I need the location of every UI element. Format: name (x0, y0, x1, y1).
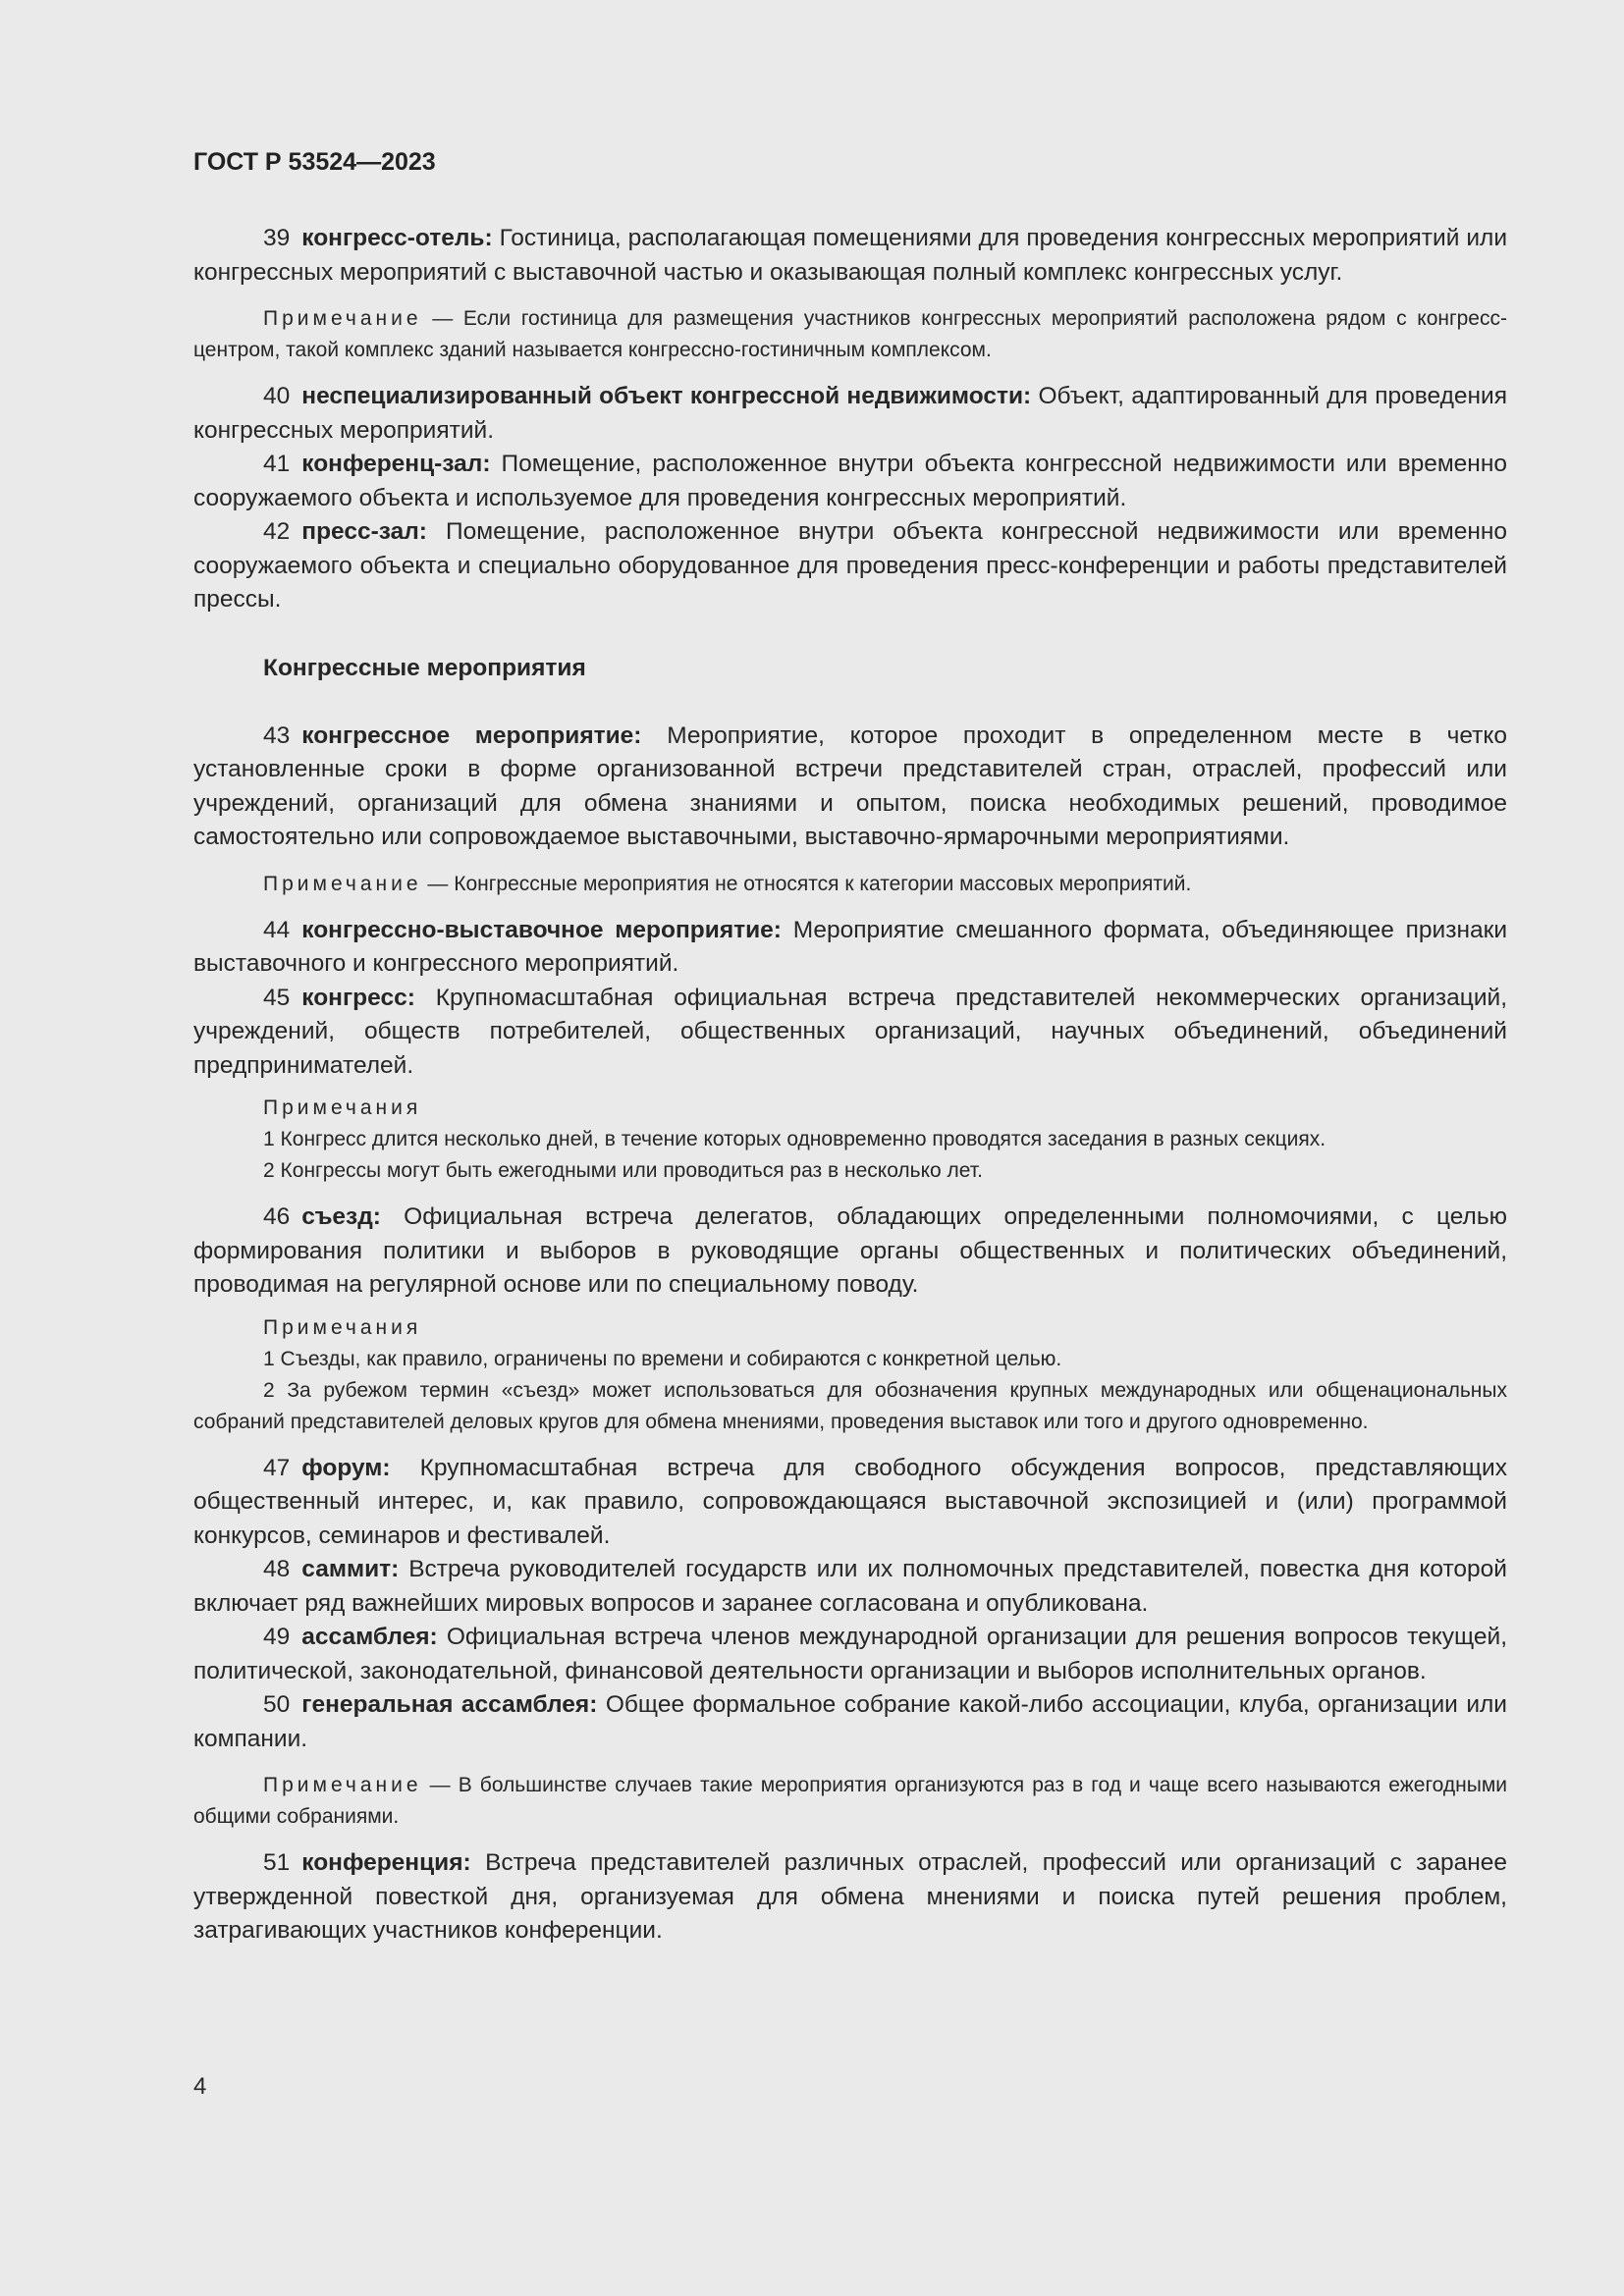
note-text: Съезды, как правило, ограничены по времени и собираются с конкретной целью. (280, 1347, 1062, 1370)
notes-label: Примечания (263, 1315, 422, 1339)
note-item (193, 1155, 1507, 1187)
term-definition: Помещение, расположенное внутри объекта конгрессной недвижимости или временно сооружаемого объекта и специально оборудованное для проведения пресс-конференции и работы представителей прессы. (193, 518, 1507, 613)
entry-number: 51 (263, 1849, 291, 1876)
note-text: — Конгрессные мероприятия не относятся к категории массовых мероприятий. (427, 872, 1192, 895)
term-definition: Мероприятие, которое проходит в определенном месте в четко установленные сроки в форме организованной встречи представителей стран, отраслей, профессий или учреждений, организаций для обмена знаниями и опытом, поиска необходимых решений, проводимое самостоятельно или сопровождаемое выставочными, выставочно-ярмарочными мероприятиями. (193, 721, 1507, 850)
term-definition: Крупномасштабная встреча для свободного обсуждения вопросов, представляющих общественный интерес, и, как правило, сопровождающаяся выставочной экспозицией и (или) программой конкурсов, семинаров и фестивалей. (193, 1454, 1507, 1549)
term-name: конференция: (301, 1849, 471, 1876)
term-definition: Официальная встреча членов международной организации для решения вопросов текущей, политической, законодательной, финансовой деятельности организации и выборов исполнительных органов. (193, 1624, 1507, 1684)
term-name: конгрессно-выставочное мероприятие: (301, 916, 782, 943)
note (193, 869, 1507, 900)
term-entry (193, 1201, 1507, 1303)
term-definition: Встреча руководителей государств или их полномочных представителей, повестка дня которой включает ряд важнейших мировых вопросов и заранее согласована и опубликована. (193, 1556, 1507, 1617)
entry-number: 49 (263, 1624, 291, 1650)
entry-number: 48 (263, 1556, 291, 1582)
note-text: — Если гостиница для размещения участников конгрессных мероприятий расположена рядом с конгресс-центром, такой комплекс зданий называется конгрессно-гостиничным комплексом. (193, 307, 1507, 361)
term-name: съезд: (301, 1203, 381, 1230)
entry-number: 39 (263, 225, 291, 251)
notes-heading (193, 1312, 1507, 1344)
note-item (193, 1124, 1507, 1155)
term-entry (193, 1688, 1507, 1756)
term-name: конгресс: (301, 984, 415, 1011)
document-header: ГОСТ Р 53524—2023 (193, 148, 436, 176)
note-text: Конгрессы могут быть ежегодными или проводиться раз в несколько лет. (280, 1159, 983, 1182)
page-number: 4 (193, 2073, 207, 2100)
entry-number: 40 (263, 383, 291, 409)
term-name: конгрессное мероприятие: (301, 721, 642, 749)
note-item (193, 1344, 1507, 1375)
entry-number: 50 (263, 1691, 291, 1718)
term-name: конференц-зал: (301, 451, 491, 477)
note (193, 1770, 1507, 1833)
term-definition: Помещение, расположенное внутри объекта конгрессной недвижимости или временно сооружаемого объекта и используемое для проведения конгрессных мероприятий. (193, 451, 1507, 511)
entry-number: 47 (263, 1454, 291, 1481)
note-number: 2 (263, 1378, 275, 1402)
term-name: пресс-зал: (301, 518, 427, 545)
term-name: неспециализированный объект конгрессной недвижимости: (301, 383, 1032, 409)
term-entry (193, 380, 1507, 448)
note (193, 303, 1507, 366)
term-entry (193, 1846, 1507, 1949)
note-text: Конгресс длится несколько дней, в течение которых одновременно проводятся заседания в разных секциях. (280, 1128, 1326, 1150)
term-name: конгресс-отель: (301, 225, 493, 251)
term-definition: Мероприятие смешанного формата, объединяющее признаки выставочного и конгрессного мероприятий. (193, 916, 1508, 977)
term-definition: Встреча представителей различных отраслей, профессий или организаций с заранее утвержденной повесткой дня, организуемая для обмена мнениями и поиска путей решения проблем, затрагивающих участников конференции. (193, 1849, 1507, 1944)
term-entry (193, 1621, 1507, 1688)
term-definition: Официальная встреча делегатов, обладающих определенными полномочиями, с целью формирования политики и выборов в руководящие органы общественных и политических объединений, проводимая на регулярной основе или по специальному поводу. (193, 1203, 1507, 1298)
note-label: Примечание (263, 307, 422, 330)
term-definition: Общее формальное собрание какой-либо ассоциации, клуба, организации или компании. (193, 1691, 1507, 1752)
note-item (193, 1375, 1507, 1438)
term-entry (193, 720, 1507, 855)
entry-number: 46 (263, 1203, 291, 1230)
note-number: 2 (263, 1159, 275, 1182)
term-entry (193, 914, 1507, 982)
term-entry (193, 982, 1507, 1084)
term-definition: Объект, адаптированный для проведения конгрессных мероприятий. (193, 383, 1508, 444)
term-definition: Крупномасштабная официальная встреча представителей некоммерческих организаций, учреждений, обществ потребителей, общественных организаций, научных объединений, объединений предпринимателей. (193, 984, 1507, 1079)
section-title: Конгрессные мероприятия (263, 654, 586, 681)
note-label: Примечание (263, 872, 422, 895)
entry-number: 44 (263, 916, 291, 943)
note-text: За рубежом термин «съезд» может использоваться для обозначения крупных международных или общенациональных собраний представителей деловых кругов для обмена мнениями, проведения выставок или того и другого одновременно. (193, 1378, 1507, 1433)
note-text: — В большинстве случаев такие мероприятия организуются раз в год и чаще всего называются ежегодными общими собраниями. (193, 1774, 1507, 1828)
entry-number: 41 (263, 451, 291, 477)
term-entry (193, 515, 1507, 617)
term-name: саммит: (301, 1556, 400, 1582)
entry-number: 45 (263, 984, 291, 1011)
term-entry (193, 448, 1507, 515)
term-entry (193, 1452, 1507, 1554)
note-number: 1 (263, 1128, 275, 1150)
notes-label: Примечания (263, 1096, 422, 1119)
term-definition: Гостиница, располагающая помещениями для проведения конгрессных мероприятий или конгрессных мероприятий с выставочной частью и оказывающая полный комплекс конгрессных услуг. (193, 225, 1508, 286)
note-label: Примечание (263, 1774, 422, 1796)
notes-heading (193, 1093, 1507, 1124)
term-entry (193, 1553, 1507, 1621)
entry-number: 43 (263, 721, 291, 749)
entry-number: 42 (263, 518, 291, 545)
document-body (193, 222, 1507, 1949)
note-number: 1 (263, 1347, 275, 1370)
term-entry (193, 222, 1507, 290)
term-name: генеральная ассамблея: (301, 1691, 598, 1718)
term-name: ассамблея: (301, 1624, 438, 1650)
term-name: форум: (301, 1454, 391, 1481)
